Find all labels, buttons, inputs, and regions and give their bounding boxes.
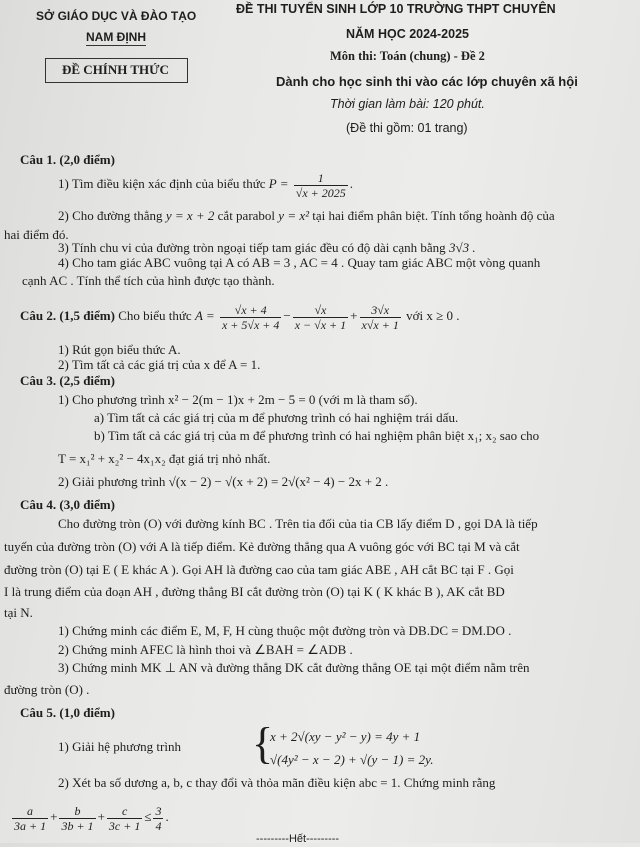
q3-part2: 2) Giải phương trình √(x − 2) − √(x + 2) = 2√(x² − 4) − 2x + 2 . bbox=[58, 474, 389, 489]
numerator: 3√x bbox=[360, 303, 401, 318]
q5-eq1: x + 2√(xy − y² − y) = 4y + 1 bbox=[270, 729, 421, 744]
q2-statement bbox=[20, 300, 459, 332]
q1-p-fraction bbox=[294, 171, 348, 200]
q5-part2: 2) Xét ba số dương a, b, c thay đổi và thỏa mãn điều kiện abc = 1. Chứng minh rằng bbox=[58, 775, 496, 790]
q4-part3-cont: đường tròn (O) . bbox=[4, 682, 90, 697]
denominator: x√x + 1 bbox=[361, 317, 399, 332]
page-count: (Đề thi gồm: 01 trang) bbox=[346, 121, 468, 135]
exam-title: ĐỀ THI TUYỂN SINH LỚP 10 TRƯỜNG THPT CHUYÊN bbox=[236, 2, 556, 16]
q1-title: Câu 1. (2,0 điểm) bbox=[20, 152, 115, 167]
school-year: NĂM HỌC 2024-2025 bbox=[346, 27, 469, 41]
q4-title: Câu 4. (3,0 điểm) bbox=[20, 497, 115, 512]
fraction bbox=[107, 804, 142, 833]
subject: Môn thi: Toán (chung) - Đề 2 bbox=[330, 49, 485, 63]
fraction bbox=[12, 804, 48, 833]
text: tại hai điểm phân biệt. Tính tổng hoành độ của bbox=[312, 208, 555, 223]
q4-part1: 1) Chứng minh các điểm E, M, F, H cùng thuộc một đường tròn và DB.DC = DM.DO . bbox=[58, 623, 512, 638]
audience: Dành cho học sinh thi vào các lớp chuyên xã hội bbox=[276, 74, 578, 89]
q4-line: tại N. bbox=[4, 605, 33, 620]
fraction bbox=[59, 804, 95, 833]
q3-title: Câu 3. (2,5 điểm) bbox=[20, 373, 115, 388]
fraction bbox=[220, 303, 281, 332]
q5-eq2: √(4y² − x − 2) + √(y − 1) = 2y. bbox=[270, 752, 434, 767]
q1-part4: 4) Cho tam giác ABC vuông tại A có AB = 3 , AC = 4 . Quay tam giác ABC một vòng quanh bbox=[58, 255, 541, 270]
system-brace-icon: { bbox=[252, 719, 274, 768]
math: 3√3 . bbox=[448, 240, 476, 255]
denominator: x − √x + 1 bbox=[294, 317, 347, 332]
text: Cho biểu thức bbox=[118, 308, 192, 323]
condition: với x ≥ 0 . bbox=[406, 308, 460, 323]
q2-title: Câu 2. (1,5 điểm) bbox=[20, 308, 115, 323]
operator: + bbox=[350, 308, 358, 323]
numerator: √x bbox=[293, 303, 348, 318]
denominator: x + 5√x + 4 bbox=[221, 317, 280, 332]
q1-part1-text: 1) Tìm điều kiện xác định của biểu thức bbox=[58, 176, 266, 191]
q3-part1b: b) Tìm tất cả các giá trị của m để phương trình có hai nghiệm phân biệt x₁; x₂ sao cho bbox=[94, 428, 540, 443]
operator: − bbox=[283, 308, 291, 323]
denominator: 3a + 1 bbox=[14, 818, 47, 833]
q3-part1: 1) Cho phương trình x² − 2(m − 1)x + 2m − 5 = 0 (với m là tham số). bbox=[58, 392, 418, 407]
denominator: 3c + 1 bbox=[108, 818, 141, 833]
math: y = x + 2 bbox=[165, 208, 215, 223]
q2-part2: 2) Tìm tất cả các giá trị của x để A = 1. bbox=[58, 357, 261, 372]
q1-part4-cont: cạnh AC . Tính thể tích của hình được tạo thành. bbox=[22, 273, 275, 288]
period: . bbox=[349, 176, 354, 191]
official-label: ĐỀ CHÍNH THỨC bbox=[62, 62, 169, 77]
q4-line: tuyến của đường tròn (O) với A là tiếp điểm. Kẻ đường thẳng qua A vuông góc với BC tại M và cắt bbox=[4, 539, 520, 554]
denominator: √x + 2025 bbox=[295, 185, 346, 200]
numerator: 3 bbox=[155, 803, 162, 818]
q4-line: Cho đường tròn (O) với đường kính BC . Trên tia đối của tia CB lấy điểm D , gọi DA là tiếp bbox=[58, 516, 538, 531]
q5-inequality: $\frac{a}{3a + 1}$ + $\frac{b}{3b + 1}$ + $\frac{c}{3c + 1}$ ≤ $\frac{3}{4}$ . bbox=[14, 803, 169, 833]
operator: ≤ bbox=[144, 809, 152, 824]
q3-part1a: a) Tìm tất cả các giá trị của m để phương trình có hai nghiệm trái dấu. bbox=[94, 410, 459, 425]
math: A = bbox=[194, 308, 215, 323]
q1-part2-cont: hai điểm đó. bbox=[4, 227, 69, 242]
text: cắt parabol bbox=[217, 208, 276, 223]
q1-part3 bbox=[58, 240, 476, 256]
denominator: 4 bbox=[155, 818, 162, 833]
fraction bbox=[153, 804, 163, 833]
q3-part1b-cont: T = x₁² + x₂² − 4x₁x₂ đạt giá trị nhỏ nhất. bbox=[58, 451, 271, 466]
q5-part1: 1) Giải hệ phương trình bbox=[58, 739, 181, 754]
numerator: √x + 4 bbox=[220, 303, 281, 318]
numerator: a bbox=[12, 804, 48, 819]
end-marker: ---------Hết--------- bbox=[256, 833, 340, 845]
fraction bbox=[360, 303, 401, 332]
period: . bbox=[165, 809, 169, 824]
q4-part2: 2) Chứng minh AFEC là hình thoi và ∠BAH = ∠ADB . bbox=[58, 642, 353, 657]
exam-time: Thời gian làm bài: 120 phút. bbox=[330, 97, 485, 111]
q1-part2 bbox=[58, 208, 555, 224]
department: SỞ GIÁO DỤC VÀ ĐÀO TẠO bbox=[36, 9, 197, 23]
q1-part1 bbox=[58, 170, 353, 200]
q4-line: I là trung điểm của đoạn AH , đường thẳng BI cắt đường tròn (O) tại K ( K khác B ), AK cắt BD bbox=[4, 584, 505, 599]
q4-line: đường tròn (O) tại E ( E khác A ). Gọi AH là đường cao của tam giác ABE , AH cắt BC tại F . Gọi bbox=[4, 562, 514, 577]
numerator: c bbox=[107, 804, 142, 819]
q4-part3: 3) Chứng minh MK ⊥ AN và đường thẳng DK cắt đường thẳng OE tại một điểm nằm trên bbox=[58, 660, 530, 675]
q2-part1: 1) Rút gọn biểu thức A. bbox=[58, 342, 181, 357]
q1-p-lhs: P = bbox=[268, 176, 289, 191]
numerator: b bbox=[59, 804, 95, 819]
fraction bbox=[293, 303, 348, 332]
province: NAM ĐỊNH bbox=[86, 30, 146, 44]
text: 3) Tính chu vi của đường tròn ngoại tiếp tam giác đều có độ dài cạnh bằng bbox=[58, 240, 446, 255]
math: y = x² bbox=[278, 208, 310, 223]
denominator: 3b + 1 bbox=[61, 818, 94, 833]
numerator: 1 bbox=[294, 171, 348, 186]
q5-title: Câu 5. (1,0 điểm) bbox=[20, 705, 115, 720]
text: 2) Cho đường thẳng bbox=[58, 208, 163, 223]
